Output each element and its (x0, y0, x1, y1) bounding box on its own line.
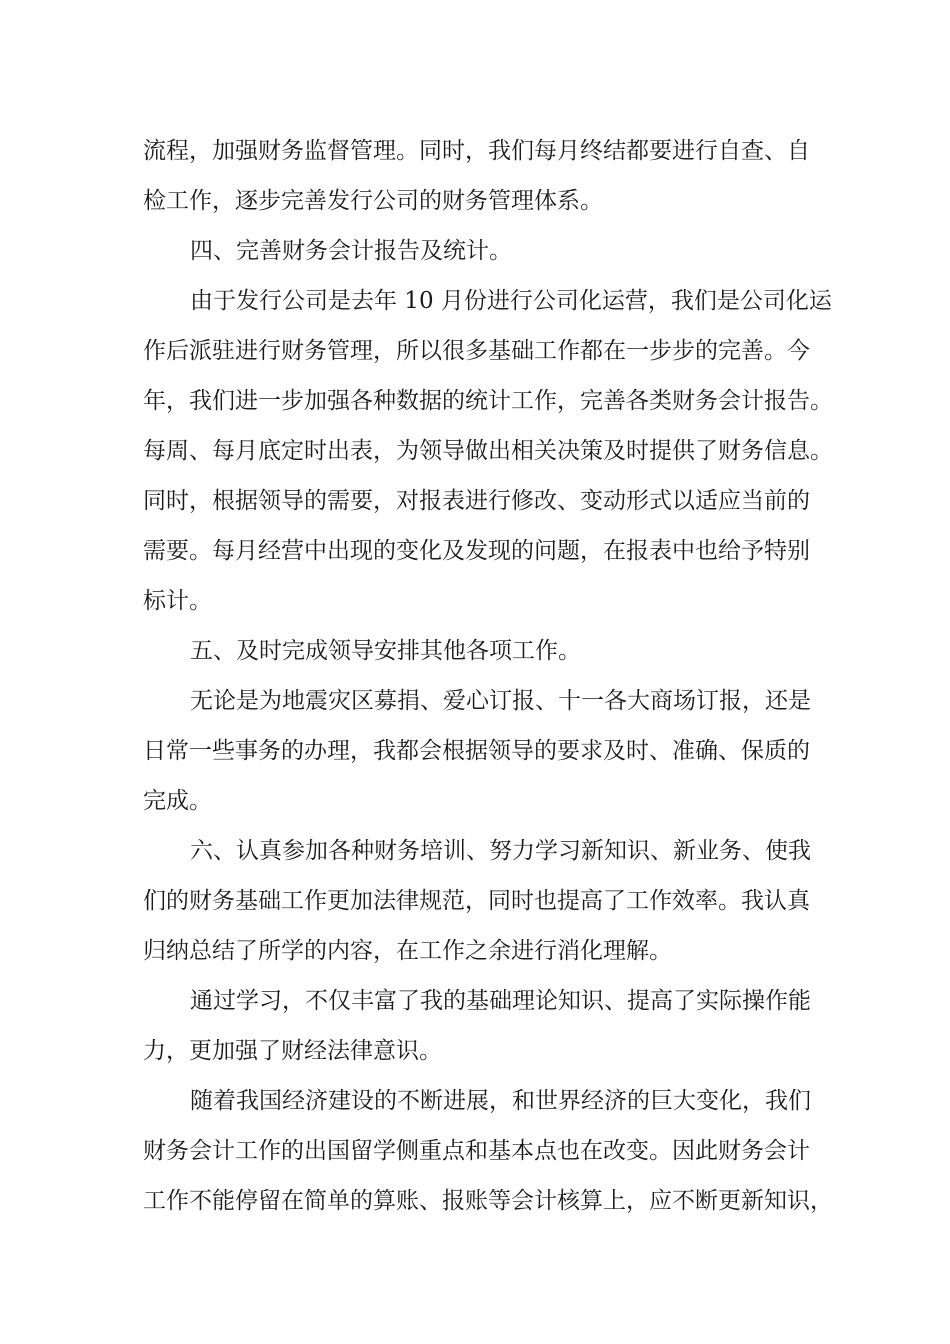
text-line: 工作不能停留在简单的算账、报账等会计核算上，应不断更新知识， (143, 1188, 833, 1214)
text-line: 流程，加强财务监督管理。同时，我们每月终结都要进行自查、自 (143, 138, 810, 164)
text-line: 年，我们进一步加强各种数据的统计工作，完善各类财务会计报告。 (143, 388, 833, 414)
text-line: 作后派驻进行财务管理，所以很多基础工作都在一步步的完善。今 (143, 338, 810, 364)
text-line: 标计。 (143, 588, 212, 614)
section-heading: 六、认真参加各种财务培训、努力学习新知识、新业务、使我 (190, 838, 811, 864)
text-line: 通过学习，不仅丰富了我的基础理论知识、提高了实际操作能 (190, 988, 811, 1014)
text-line: 无论是为地震灾区募捐、爱心订报、十一各大商场订报，还是 (190, 688, 811, 714)
text-line: 完成。 (143, 788, 212, 814)
text-line: 需要。每月经营中出现的变化及发现的问题，在报表中也给予特别 (143, 538, 810, 564)
text-line: 同时，根据领导的需要，对报表进行修改、变动形式以适应当前的 (143, 488, 810, 514)
section-heading: 五、及时完成领导安排其他各项工作。 (190, 638, 581, 664)
text-line: 们的财务基础工作更加法律规范，同时也提高了工作效率。我认真 (143, 888, 810, 914)
text-line: 每周、每月底定时出表，为领导做出相关决策及时提供了财务信息。 (143, 438, 833, 464)
text-line: 由于发行公司是去年 10 月份进行公司化运营，我们是公司化运 (190, 288, 832, 314)
text-line: 随着我国经济建设的不断进展，和世界经济的巨大变化，我们 (190, 1088, 811, 1114)
text-line: 力，更加强了财经法律意识。 (143, 1038, 442, 1064)
text-line: 归纳总结了所学的内容，在工作之余进行消化理解。 (143, 938, 672, 964)
text-line: 日常一些事务的办理，我都会根据领导的要求及时、准确、保质的 (143, 738, 810, 764)
section-heading: 四、完善财务会计报告及统计。 (190, 238, 512, 264)
text-line: 财务会计工作的出国留学侧重点和基本点也在改变。因此财务会计 (143, 1138, 810, 1164)
text-line: 检工作，逐步完善发行公司的财务管理体系。 (143, 188, 603, 214)
